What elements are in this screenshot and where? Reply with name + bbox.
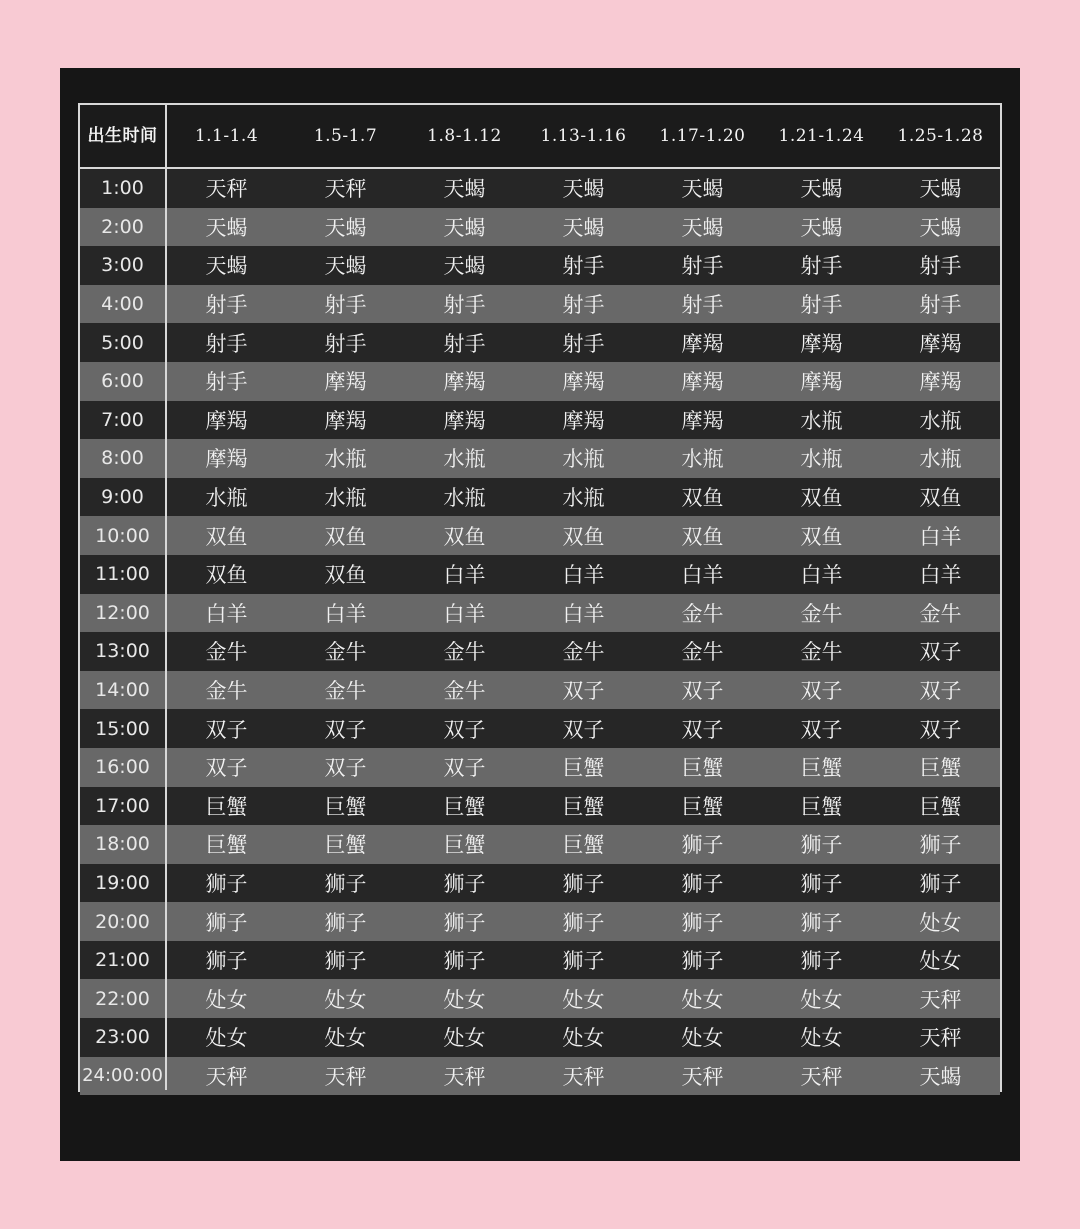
sign-cell: 双鱼	[562, 524, 605, 549]
sign-cell: 双鱼	[681, 524, 724, 549]
time-cell: 16:00	[95, 756, 150, 779]
sign-cell: 巨蟹	[562, 794, 605, 819]
sign-cell: 天蝎	[562, 177, 605, 202]
sign-cell: 天秤	[919, 1026, 962, 1051]
sign-cell: 天蝎	[205, 215, 248, 240]
sign-cell: 白羊	[562, 601, 605, 626]
sign-cell: 摩羯	[562, 370, 605, 395]
sign-cell: 摩羯	[919, 370, 962, 395]
sign-cell: 双子	[324, 717, 367, 742]
table-row	[80, 401, 1000, 440]
sign-cell: 射手	[205, 370, 248, 395]
sign-cell: 金牛	[800, 640, 843, 665]
sign-cell: 天蝎	[443, 254, 486, 279]
sign-cell: 白羊	[562, 563, 605, 588]
header-date-range: 1.13-1.16	[540, 126, 627, 146]
sign-cell: 巨蟹	[205, 794, 248, 819]
time-column-divider	[165, 105, 167, 1090]
sign-cell: 双鱼	[800, 486, 843, 511]
header-date-range: 1.5-1.7	[313, 126, 378, 146]
sign-cell: 白羊	[324, 601, 367, 626]
sign-cell: 天蝎	[800, 215, 843, 240]
sign-cell: 天秤	[919, 987, 962, 1012]
time-cell: 22:00	[95, 987, 150, 1010]
time-cell: 4:00	[101, 293, 144, 316]
sign-cell: 射手	[681, 293, 724, 318]
sign-cell: 天蝎	[205, 254, 248, 279]
header-birth-time: 出生时间	[87, 125, 158, 146]
time-cell: 13:00	[95, 640, 150, 663]
sign-cell: 水瓶	[324, 447, 367, 472]
sign-cell: 摩羯	[681, 408, 724, 433]
sign-cell: 摩羯	[205, 447, 248, 472]
time-cell: 10:00	[95, 524, 150, 547]
table-header	[80, 105, 1000, 169]
table-row	[80, 594, 1000, 633]
sign-cell: 金牛	[919, 601, 962, 626]
sign-cell: 水瓶	[562, 447, 605, 472]
header-date-range: 1.25-1.28	[897, 126, 984, 146]
sign-cell: 摩羯	[681, 370, 724, 395]
sign-cell: 处女	[205, 1026, 248, 1051]
sign-cell: 白羊	[443, 563, 486, 588]
time-cell: 9:00	[101, 486, 144, 509]
sign-cell: 射手	[443, 331, 486, 356]
sign-cell: 巨蟹	[443, 833, 486, 858]
table-panel	[60, 68, 1020, 1161]
table-row	[80, 323, 1000, 362]
time-cell: 3:00	[101, 254, 144, 277]
sign-cell: 射手	[205, 293, 248, 318]
sign-cell: 双子	[800, 717, 843, 742]
sign-cell: 处女	[324, 987, 367, 1012]
sign-cell: 双鱼	[681, 486, 724, 511]
sign-cell: 双鱼	[205, 524, 248, 549]
time-cell: 21:00	[95, 949, 150, 972]
table-row	[80, 285, 1000, 324]
sign-cell: 狮子	[681, 910, 724, 935]
sign-cell: 水瓶	[562, 486, 605, 511]
sign-cell: 白羊	[681, 563, 724, 588]
sign-cell: 狮子	[800, 910, 843, 935]
sign-cell: 双子	[443, 717, 486, 742]
sign-cell: 狮子	[443, 871, 486, 896]
sign-cell: 金牛	[562, 640, 605, 665]
time-cell: 2:00	[101, 215, 144, 238]
sign-cell: 巨蟹	[562, 833, 605, 858]
sign-cell: 狮子	[205, 871, 248, 896]
sign-cell: 金牛	[324, 640, 367, 665]
sign-cell: 处女	[562, 987, 605, 1012]
sign-cell: 处女	[205, 987, 248, 1012]
sign-cell: 巨蟹	[919, 756, 962, 781]
time-cell: 19:00	[95, 871, 150, 894]
sign-cell: 射手	[681, 254, 724, 279]
sign-cell: 狮子	[324, 871, 367, 896]
sign-cell: 巨蟹	[205, 833, 248, 858]
header-date-range: 1.17-1.20	[659, 126, 746, 146]
time-cell: 12:00	[95, 601, 150, 624]
sign-cell: 射手	[562, 254, 605, 279]
sign-cell: 白羊	[919, 524, 962, 549]
sign-cell: 狮子	[562, 949, 605, 974]
sign-cell: 金牛	[800, 601, 843, 626]
sign-cell: 天秤	[324, 1064, 367, 1089]
sign-cell: 双子	[919, 717, 962, 742]
sign-cell: 狮子	[562, 910, 605, 935]
sign-cell: 天蝎	[443, 177, 486, 202]
table-row	[80, 979, 1000, 1018]
header-date-range: 1.21-1.24	[778, 126, 865, 146]
sign-cell: 双鱼	[443, 524, 486, 549]
table-row	[80, 208, 1000, 247]
table-row	[80, 864, 1000, 903]
sign-cell: 双鱼	[324, 524, 367, 549]
time-cell: 14:00	[95, 679, 150, 702]
sign-cell: 摩羯	[443, 408, 486, 433]
sign-cell: 水瓶	[800, 408, 843, 433]
table-row	[80, 902, 1000, 941]
sign-cell: 摩羯	[681, 331, 724, 356]
table-row	[80, 787, 1000, 826]
sign-cell: 射手	[800, 254, 843, 279]
sign-cell: 巨蟹	[919, 794, 962, 819]
sign-cell: 射手	[205, 331, 248, 356]
table-row	[80, 825, 1000, 864]
time-cell: 18:00	[95, 833, 150, 856]
table-row	[80, 478, 1000, 517]
sign-cell: 狮子	[443, 949, 486, 974]
table-row	[80, 941, 1000, 980]
table-row	[80, 1018, 1000, 1057]
header-date-range: 1.1-1.4	[194, 126, 259, 146]
sign-cell: 狮子	[919, 871, 962, 896]
sign-cell: 巨蟹	[800, 756, 843, 781]
table-row	[80, 1057, 1000, 1096]
sign-cell: 巨蟹	[443, 794, 486, 819]
sign-cell: 射手	[919, 254, 962, 279]
table-row	[80, 516, 1000, 555]
time-cell: 15:00	[95, 717, 150, 740]
sign-cell: 白羊	[443, 601, 486, 626]
sign-cell: 处女	[324, 1026, 367, 1051]
sign-cell: 天蝎	[324, 215, 367, 240]
sign-cell: 狮子	[205, 910, 248, 935]
sign-cell: 白羊	[800, 563, 843, 588]
sign-cell: 白羊	[205, 601, 248, 626]
sign-cell: 水瓶	[443, 447, 486, 472]
table-row	[80, 439, 1000, 478]
sign-cell: 狮子	[681, 871, 724, 896]
sign-cell: 金牛	[681, 640, 724, 665]
sign-cell: 巨蟹	[800, 794, 843, 819]
time-cell: 20:00	[95, 910, 150, 933]
time-cell: 17:00	[95, 794, 150, 817]
sign-cell: 处女	[919, 949, 962, 974]
time-cell: 8:00	[101, 447, 144, 470]
sign-cell: 狮子	[681, 833, 724, 858]
sign-cell: 天秤	[205, 177, 248, 202]
sign-cell: 天秤	[562, 1064, 605, 1089]
sign-cell: 双子	[919, 640, 962, 665]
sign-cell: 巨蟹	[324, 833, 367, 858]
sign-cell: 水瓶	[681, 447, 724, 472]
sign-cell: 天蝎	[800, 177, 843, 202]
sign-cell: 处女	[800, 1026, 843, 1051]
sign-cell: 射手	[324, 331, 367, 356]
sign-cell: 处女	[800, 987, 843, 1012]
sign-cell: 水瓶	[443, 486, 486, 511]
sign-cell: 双子	[681, 679, 724, 704]
sign-cell: 摩羯	[800, 370, 843, 395]
sign-cell: 狮子	[919, 833, 962, 858]
table-row	[80, 748, 1000, 787]
sign-cell: 射手	[919, 293, 962, 318]
sign-cell: 摩羯	[919, 331, 962, 356]
sign-cell: 天蝎	[562, 215, 605, 240]
sign-cell: 巨蟹	[681, 794, 724, 819]
sign-cell: 双子	[443, 756, 486, 781]
sign-cell: 双子	[562, 717, 605, 742]
sign-cell: 金牛	[443, 640, 486, 665]
sign-cell: 双子	[324, 756, 367, 781]
sign-cell: 射手	[800, 293, 843, 318]
sign-cell: 狮子	[443, 910, 486, 935]
sign-cell: 摩羯	[324, 370, 367, 395]
table-row	[80, 555, 1000, 594]
sign-cell: 处女	[681, 1026, 724, 1051]
time-cell: 1:00	[101, 177, 144, 200]
sign-cell: 射手	[443, 293, 486, 318]
sign-cell: 天蝎	[919, 1064, 962, 1089]
table-row	[80, 709, 1000, 748]
sign-cell: 金牛	[205, 679, 248, 704]
sign-cell: 摩羯	[205, 408, 248, 433]
table-row	[80, 671, 1000, 710]
sign-cell: 巨蟹	[562, 756, 605, 781]
sign-cell: 处女	[443, 1026, 486, 1051]
sign-cell: 处女	[681, 987, 724, 1012]
sign-cell: 天秤	[800, 1064, 843, 1089]
sign-cell: 处女	[919, 910, 962, 935]
sign-cell: 金牛	[681, 601, 724, 626]
sign-cell: 金牛	[443, 679, 486, 704]
sign-cell: 金牛	[324, 679, 367, 704]
sign-cell: 射手	[324, 293, 367, 318]
sign-cell: 天秤	[443, 1064, 486, 1089]
sign-cell: 狮子	[562, 871, 605, 896]
sign-cell: 狮子	[800, 871, 843, 896]
sign-cell: 射手	[562, 293, 605, 318]
header-date-range: 1.8-1.12	[427, 126, 502, 146]
sign-cell: 狮子	[800, 949, 843, 974]
sign-cell: 射手	[562, 331, 605, 356]
sign-cell: 双鱼	[205, 563, 248, 588]
time-cell: 23:00	[95, 1026, 150, 1049]
sign-cell: 双鱼	[919, 486, 962, 511]
sign-cell: 天蝎	[681, 177, 724, 202]
birth-time-sign-table	[78, 103, 1002, 1092]
sign-cell: 双子	[681, 717, 724, 742]
table-row	[80, 632, 1000, 671]
sign-cell: 水瓶	[919, 408, 962, 433]
sign-cell: 天秤	[205, 1064, 248, 1089]
sign-cell: 天蝎	[681, 215, 724, 240]
table-body	[80, 169, 1000, 1095]
time-cell: 7:00	[101, 408, 144, 431]
sign-cell: 水瓶	[324, 486, 367, 511]
sign-cell: 水瓶	[800, 447, 843, 472]
time-cell: 6:00	[101, 370, 144, 393]
sign-cell: 天秤	[324, 177, 367, 202]
sign-cell: 双子	[205, 717, 248, 742]
time-cell: 5:00	[101, 331, 144, 354]
sign-cell: 巨蟹	[324, 794, 367, 819]
sign-cell: 双鱼	[800, 524, 843, 549]
sign-cell: 双子	[205, 756, 248, 781]
sign-cell: 狮子	[324, 949, 367, 974]
time-cell: 11:00	[95, 563, 150, 586]
sign-cell: 水瓶	[205, 486, 248, 511]
sign-cell: 天蝎	[443, 215, 486, 240]
sign-cell: 狮子	[681, 949, 724, 974]
sign-cell: 双鱼	[324, 563, 367, 588]
sign-cell: 金牛	[205, 640, 248, 665]
sign-cell: 狮子	[205, 949, 248, 974]
sign-cell: 摩羯	[562, 408, 605, 433]
sign-cell: 天蝎	[324, 254, 367, 279]
sign-cell: 天秤	[681, 1064, 724, 1089]
sign-cell: 水瓶	[919, 447, 962, 472]
sign-cell: 处女	[443, 987, 486, 1012]
table-row	[80, 169, 1000, 208]
sign-cell: 天蝎	[919, 215, 962, 240]
sign-cell: 双子	[562, 679, 605, 704]
sign-cell: 天蝎	[919, 177, 962, 202]
sign-cell: 狮子	[800, 833, 843, 858]
sign-cell: 巨蟹	[681, 756, 724, 781]
sign-cell: 处女	[562, 1026, 605, 1051]
table-row	[80, 246, 1000, 285]
table-row	[80, 362, 1000, 401]
time-cell: 24:00:00	[82, 1065, 163, 1087]
sign-cell: 狮子	[324, 910, 367, 935]
sign-cell: 摩羯	[324, 408, 367, 433]
sign-cell: 摩羯	[443, 370, 486, 395]
sign-cell: 白羊	[919, 563, 962, 588]
sign-cell: 双子	[800, 679, 843, 704]
sign-cell: 双子	[919, 679, 962, 704]
sign-cell: 摩羯	[800, 331, 843, 356]
